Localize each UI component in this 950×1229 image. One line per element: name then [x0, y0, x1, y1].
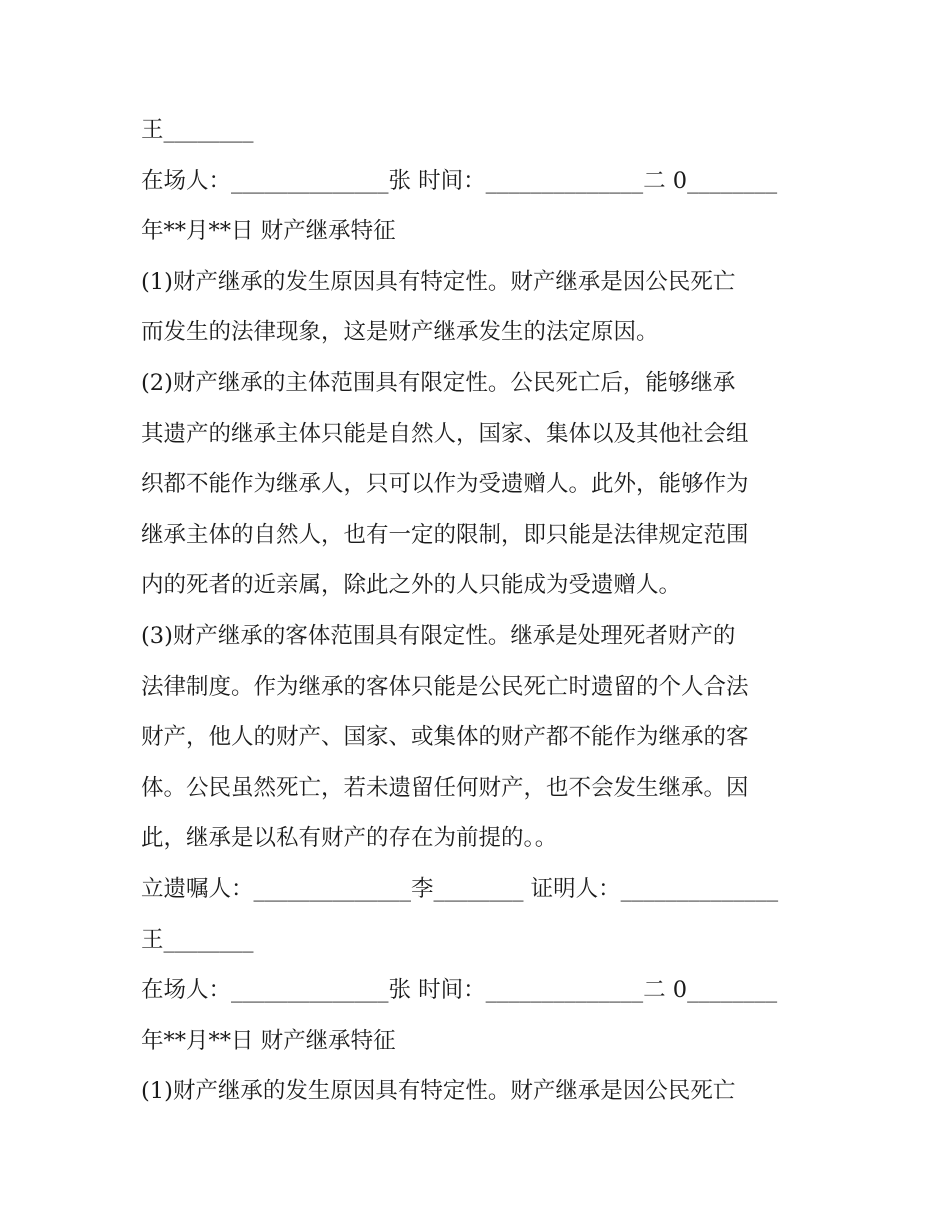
- text-line: 而发生的法律现象，这是财产继承发生的法定原因。: [141, 319, 659, 346]
- text-line: (3)财产继承的客体范围具有限定性。继承是处理死者财产的: [141, 622, 736, 649]
- text-line: 内的死者的近亲属，除此之外的人只能成为受遗赠人。: [141, 572, 682, 599]
- text-line: 其遗产的继承主体只能是自然人，国家、集体以及其他社会组: [141, 420, 749, 447]
- text-line: 王________: [141, 926, 254, 953]
- text-line: 年**月**日 财产继承特征: [141, 1027, 396, 1054]
- text-line: 继承主体的自然人，也有一定的限制，即只能是法律规定范围: [141, 521, 749, 548]
- text-line: 体。公民虽然死亡，若未遗留任何财产，也不会发生继承。因: [141, 774, 749, 801]
- text-line: (1)财产继承的发生原因具有特定性。财产继承是因公民死亡: [141, 268, 736, 295]
- text-line: 王________: [141, 117, 254, 143]
- text-line: 法律制度。作为继承的客体只能是公民死亡时遗留的个人合法: [141, 673, 749, 700]
- text-line: 财产，他人的财产、国家、或集体的财产都不能作为继承的客: [141, 724, 749, 751]
- text-line: 立遗嘱人：______________李________ 证明人：______________: [141, 875, 779, 902]
- text-line: 在场人：______________张 时间：______________二 0________: [141, 167, 778, 194]
- text-line: (1)财产继承的发生原因具有特定性。财产继承是因公民死亡: [141, 1078, 736, 1105]
- text-line: 在场人：______________张 时间：______________二 0________: [141, 977, 778, 1004]
- text-line: 此，继承是以私有财产的存在为前提的。。: [141, 825, 558, 852]
- text-line: 织都不能作为继承人，只可以作为受遗赠人。此外，能够作为: [141, 471, 749, 498]
- document-body: [141, 111, 821, 1123]
- text-line: 年**月**日 财产继承特征: [141, 218, 396, 245]
- text-line: (2)财产继承的主体范围具有限定性。公民死亡后，能够继承: [141, 369, 736, 396]
